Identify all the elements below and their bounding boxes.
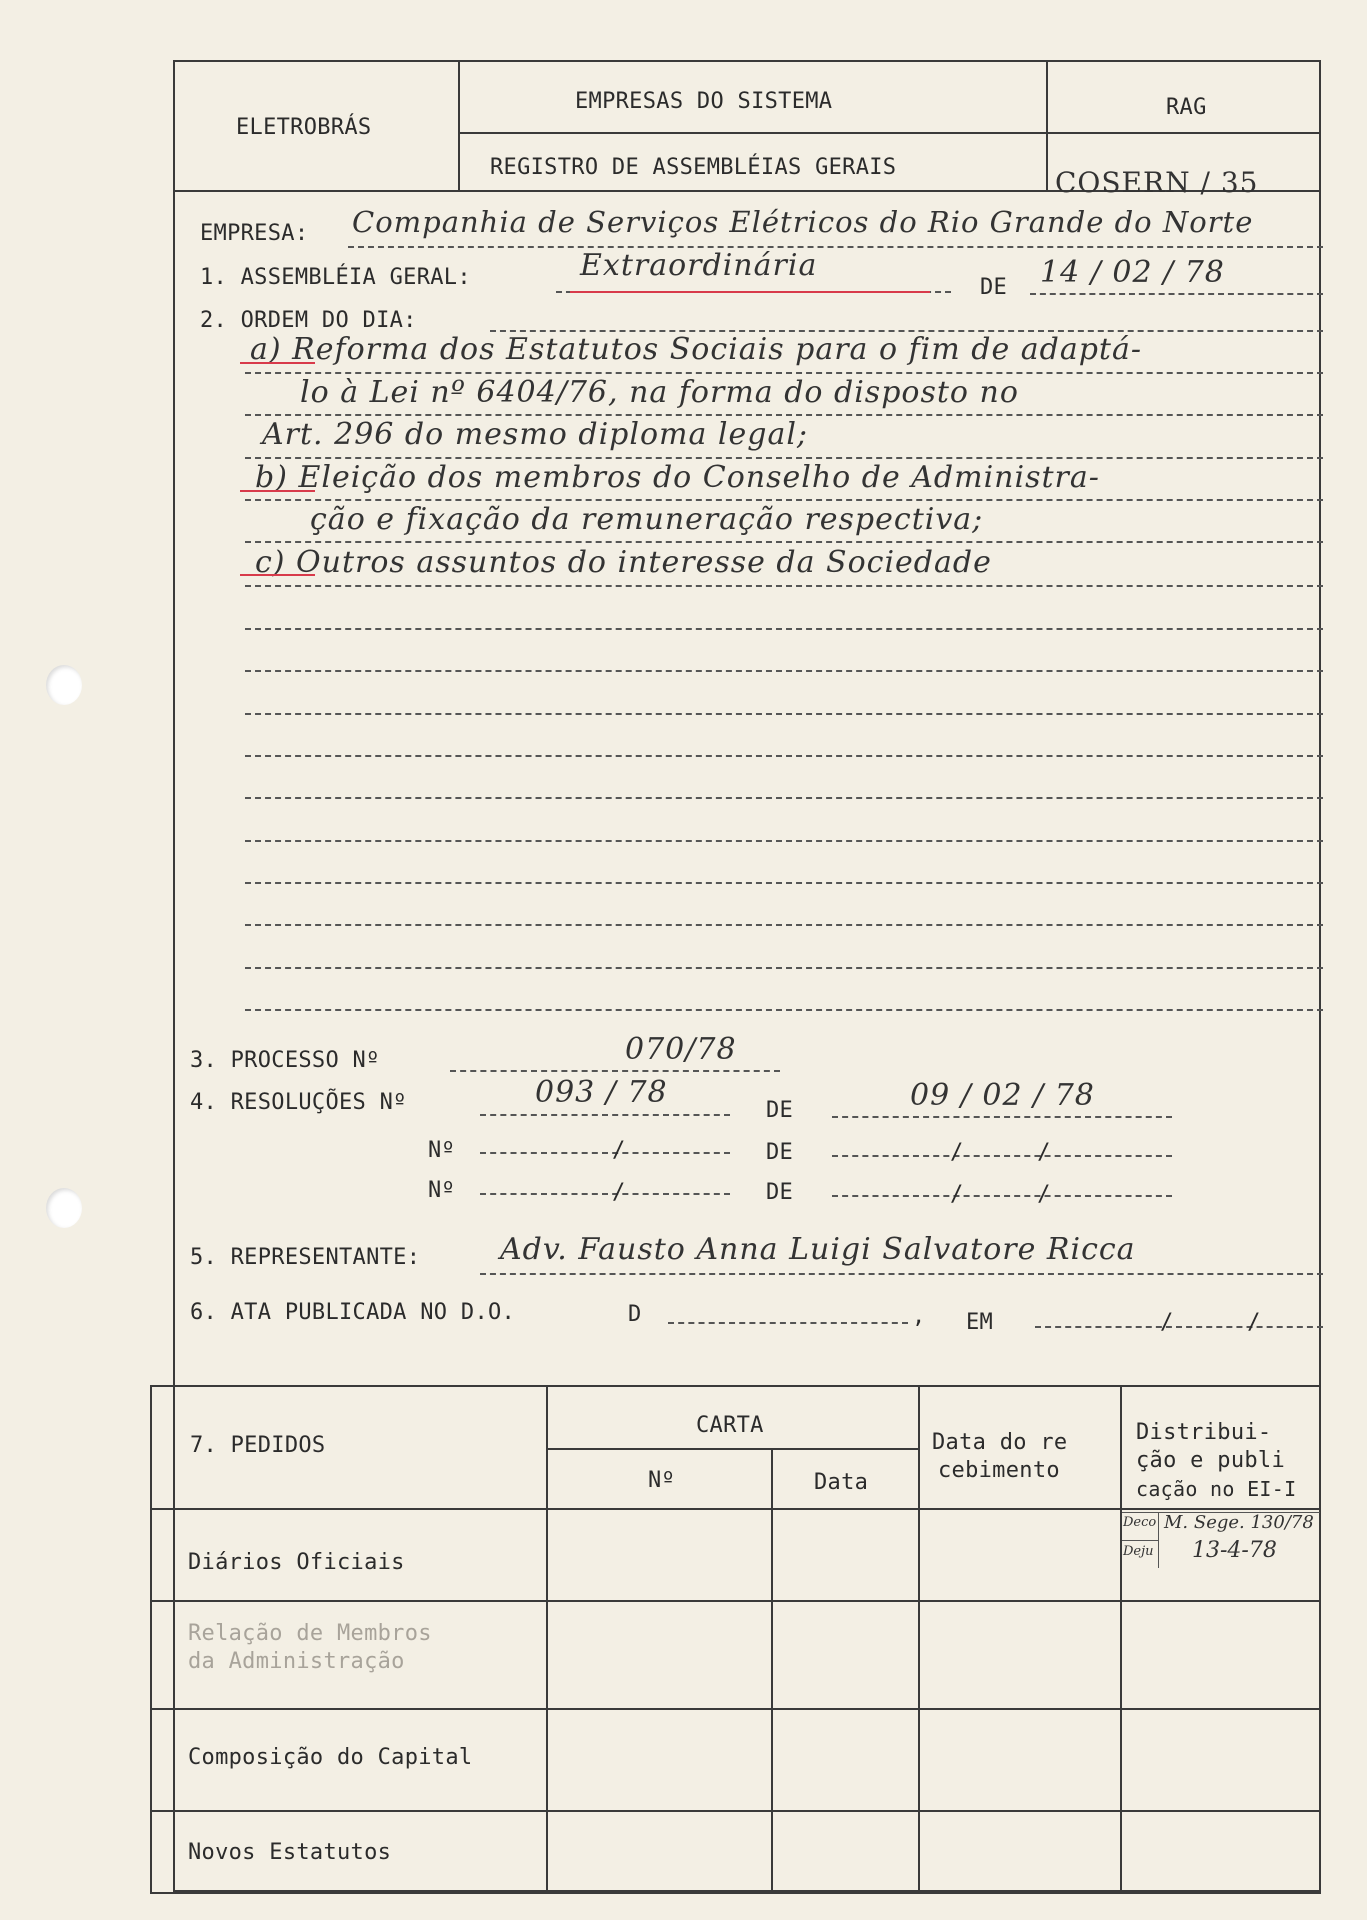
ata-d-line xyxy=(668,1322,908,1324)
stamp-deco-label: Deco xyxy=(1123,1515,1157,1530)
empresa-label: EMPRESA: xyxy=(200,221,309,246)
ata-label: 6. ATA PUBLICADA NO D.O. xyxy=(190,1300,516,1325)
stamp-deju-label: Deju xyxy=(1123,1544,1154,1559)
ordem-item-6: c) Outros assuntos do interesse da Sociedade xyxy=(255,545,992,580)
assembleia-date-line xyxy=(1030,293,1323,295)
resolucao-date-3: / / xyxy=(950,1182,1051,1207)
distribuicao-header-2: ção e publi xyxy=(1136,1448,1285,1473)
table-row-divider-1 xyxy=(150,1600,1321,1602)
blank-line-3 xyxy=(245,713,1323,715)
blank-line-6 xyxy=(245,840,1323,842)
representante-line xyxy=(480,1273,1323,1275)
resolucao-num-3: / xyxy=(612,1180,626,1205)
ordem-item-1: a) Reforma dos Estatutos Sociais para o fim de adaptá- xyxy=(250,332,1143,367)
ata-d-label: D xyxy=(628,1302,642,1327)
table-col-carta-left xyxy=(546,1385,548,1892)
resolucao-date-line-1 xyxy=(832,1116,1172,1118)
resolucao-date-2: / / xyxy=(950,1140,1051,1165)
ata-date: / / xyxy=(1160,1310,1261,1335)
ata-em-label: EM xyxy=(966,1310,994,1335)
stamp-deco-value: M. Sege. 130/78 xyxy=(1164,1512,1314,1533)
assembleia-de-label: DE xyxy=(980,275,1008,300)
representante-value: Adv. Fausto Anna Luigi Salvatore Ricca xyxy=(500,1232,1136,1267)
assembleia-underline xyxy=(570,291,930,293)
distribution-stamp xyxy=(1122,1512,1320,1568)
blank-line-8 xyxy=(245,924,1323,926)
ordem-item-b-mark xyxy=(240,490,315,492)
header-row-divider xyxy=(458,132,1321,134)
blank-line-5 xyxy=(245,797,1323,799)
resolucao-no-label-3: Nº xyxy=(428,1178,456,1203)
resolucao-no-label-2: Nº xyxy=(428,1138,456,1163)
resolucao-de-3: DE xyxy=(766,1180,794,1205)
header-divider-2 xyxy=(1046,60,1048,190)
resolucao-de-2: DE xyxy=(766,1140,794,1165)
resolucao-num-line-3 xyxy=(480,1193,730,1195)
ordem-item-3: Art. 296 do mesmo diploma legal; xyxy=(262,417,809,452)
blank-line-9 xyxy=(245,967,1323,969)
ordem-line-1 xyxy=(245,372,1323,374)
blank-line-1 xyxy=(245,628,1323,630)
resolucao-num-line-2 xyxy=(480,1152,730,1154)
table-top xyxy=(150,1385,1321,1387)
table-header-bottom xyxy=(150,1508,1321,1510)
header-divider-1 xyxy=(458,60,460,190)
register-title: REGISTRO DE ASSEMBLÉIAS GERAIS xyxy=(490,155,897,180)
ordem-line-2 xyxy=(245,414,1323,416)
processo-value: 070/78 xyxy=(625,1032,737,1067)
resolucao-num-line-1 xyxy=(480,1114,730,1116)
table-col-dist-left xyxy=(1120,1385,1122,1892)
ordem-item-2: lo à Lei nº 6404/76, na forma do disposto no xyxy=(300,375,1019,410)
table-col-data-left xyxy=(771,1448,773,1892)
table-col-receb-left xyxy=(918,1385,920,1892)
empresa-value: Companhia de Serviços Elétricos do Rio Grande do Norte xyxy=(352,205,1254,239)
table-row-divider-2 xyxy=(150,1708,1321,1710)
resolucao-de-1: DE xyxy=(766,1098,794,1123)
table-row-divider-3 xyxy=(150,1810,1321,1812)
ordem-item-c-mark xyxy=(240,574,315,576)
distribuicao-header-1: Distribui- xyxy=(1136,1420,1272,1445)
system-title: EMPRESAS DO SISTEMA xyxy=(575,89,833,114)
assembleia-value: Extraordinária xyxy=(580,248,818,283)
row-relacao-membros-2: da Administração xyxy=(188,1649,405,1674)
ordem-line-3 xyxy=(245,457,1323,459)
row-composicao-capital: Composição do Capital xyxy=(188,1745,473,1770)
table-left xyxy=(150,1385,152,1892)
rag-label: RAG xyxy=(1166,95,1207,120)
recebimento-header-1: Data do re xyxy=(932,1430,1068,1455)
stamp-deju-value: 13-4-78 xyxy=(1192,1538,1277,1563)
resolucao-num-1: 093 / 78 xyxy=(535,1075,668,1110)
punch-hole-bottom xyxy=(46,1188,82,1228)
processo-line xyxy=(450,1070,780,1072)
assembleia-date: 14 / 02 / 78 xyxy=(1040,255,1225,290)
carta-data-header: Data xyxy=(814,1470,869,1495)
ordem-label: 2. ORDEM DO DIA: xyxy=(200,308,417,333)
ata-sep: , xyxy=(912,1304,926,1329)
ordem-item-a-mark xyxy=(240,362,315,364)
assembleia-label: 1. ASSEMBLÉIA GERAL: xyxy=(200,265,471,290)
row-relacao-membros-1: Relação de Membros xyxy=(188,1621,432,1646)
punch-hole-top xyxy=(46,665,82,705)
blank-line-10 xyxy=(245,1009,1323,1011)
ordem-item-4: b) Eleição dos membros do Conselho de Administra- xyxy=(255,460,1100,495)
blank-line-7 xyxy=(245,882,1323,884)
processo-label: 3. PROCESSO Nº xyxy=(190,1048,380,1073)
rag-value: COSERN / 35 xyxy=(1055,166,1259,199)
recebimento-header-2: cebimento xyxy=(938,1458,1060,1483)
org-name: ELETROBRÁS xyxy=(236,115,372,140)
representante-label: 5. REPRESENTANTE: xyxy=(190,1245,421,1270)
ordem-line-4 xyxy=(245,499,1323,501)
resolucao-num-2: / xyxy=(612,1138,626,1163)
pedidos-header: 7. PEDIDOS xyxy=(190,1433,326,1458)
ordem-item-5: ção e fixação da remuneração respectiva; xyxy=(310,502,984,537)
ordem-line-5 xyxy=(245,541,1323,543)
resolucao-date-1: 09 / 02 / 78 xyxy=(910,1078,1095,1113)
carta-no-header: Nº xyxy=(648,1468,676,1493)
distribuicao-header-3: cação no EI-I xyxy=(1136,1477,1297,1501)
row-novos-estatutos: Novos Estatutos xyxy=(188,1840,392,1865)
ordem-line-6 xyxy=(245,585,1323,587)
empresa-line xyxy=(348,246,1323,248)
table-bottom xyxy=(150,1892,1321,1894)
row-diarios-oficiais: Diários Oficiais xyxy=(188,1550,405,1575)
blank-line-2 xyxy=(245,670,1323,672)
blank-line-4 xyxy=(245,755,1323,757)
carta-header: CARTA xyxy=(696,1413,764,1438)
resolucoes-label: 4. RESOLUÇÕES Nº xyxy=(190,1090,407,1115)
table-carta-divider xyxy=(546,1448,918,1450)
